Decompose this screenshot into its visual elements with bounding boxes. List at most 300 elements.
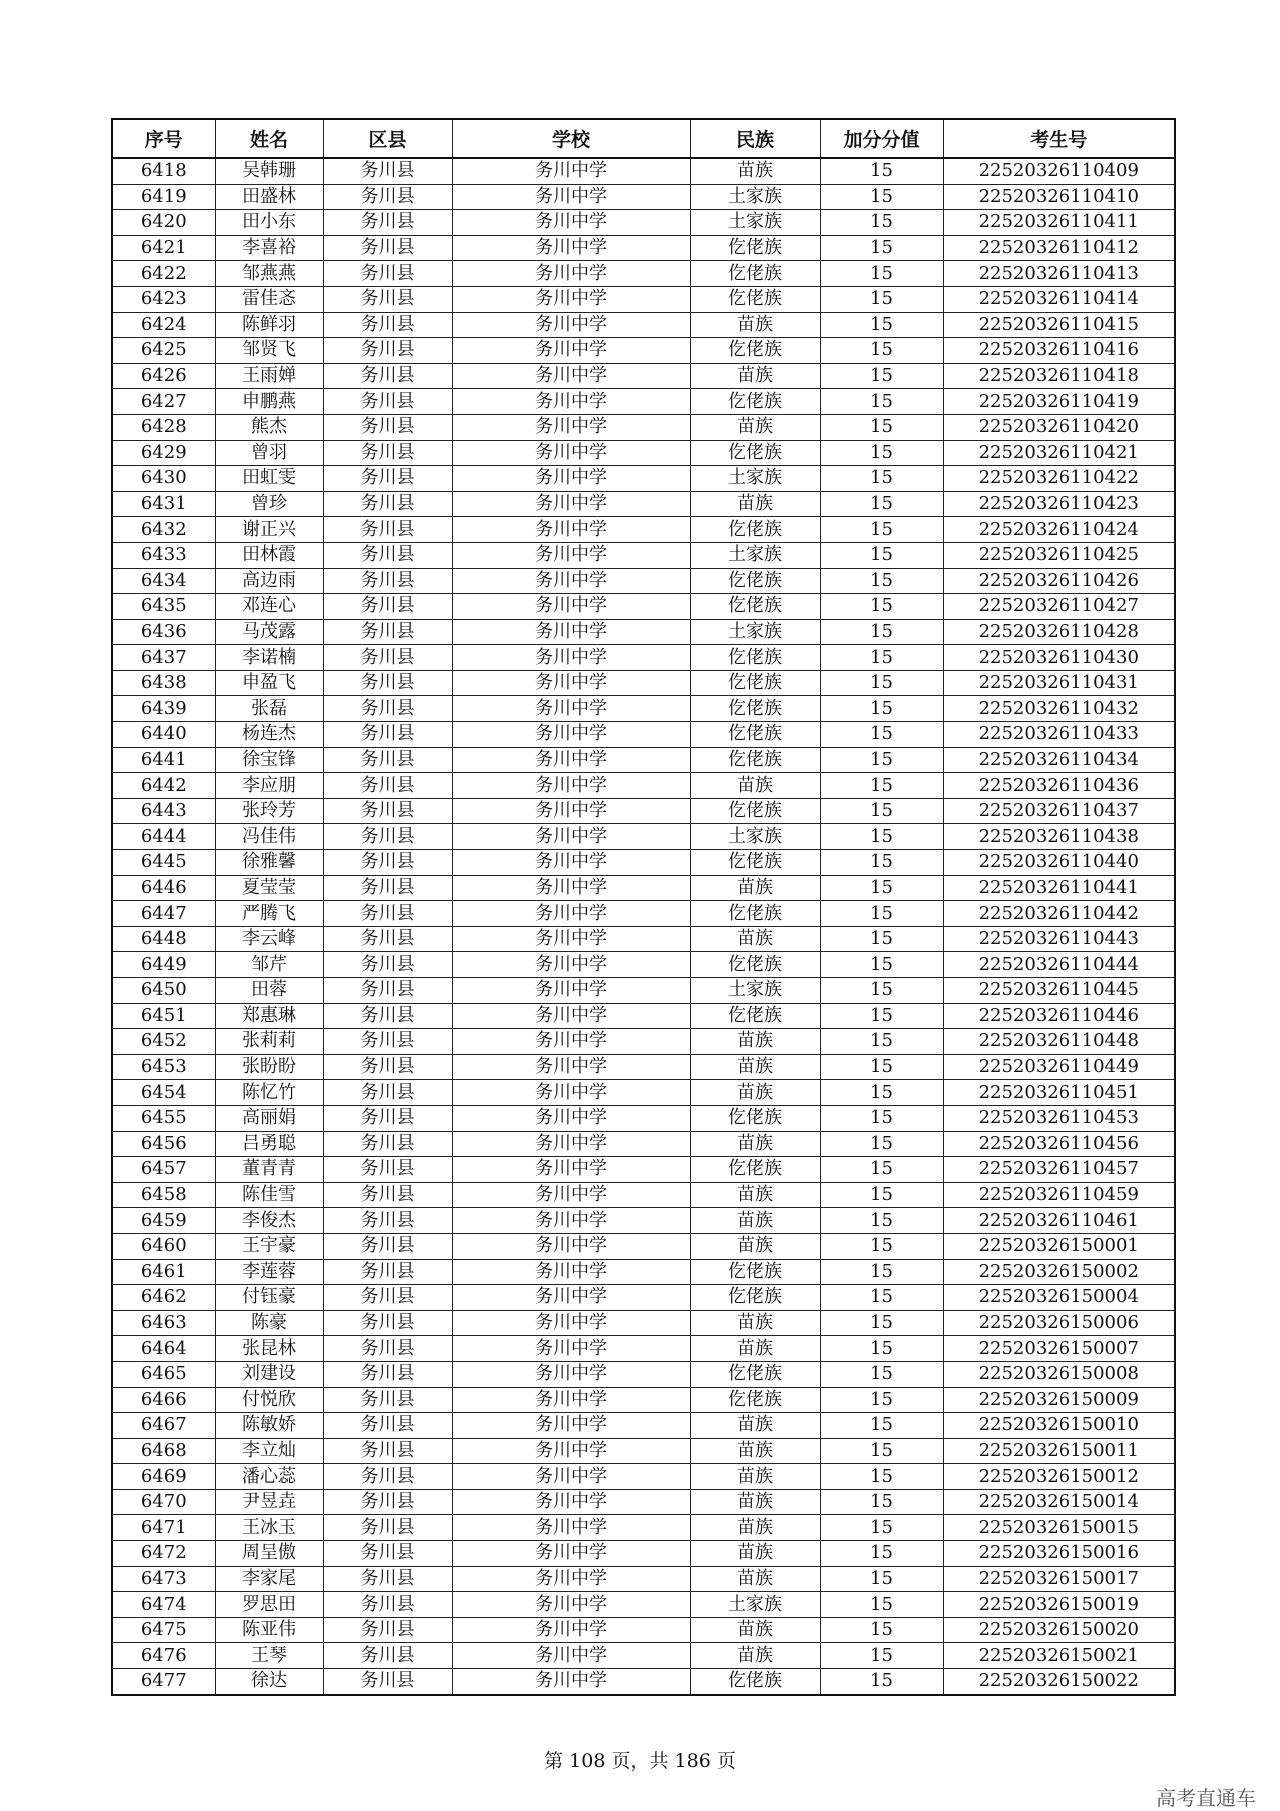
cell-ethnicity: 仡佬族 <box>690 338 820 364</box>
cell-bonus: 15 <box>820 978 943 1004</box>
cell-school: 务川中学 <box>452 747 690 773</box>
cell-county: 务川县 <box>323 1387 452 1413</box>
cell-ethnicity: 仡佬族 <box>690 594 820 620</box>
header-seq: 序号 <box>112 119 215 158</box>
cell-exam-id: 22520326150006 <box>943 1310 1175 1336</box>
table-row <box>112 1105 1175 1131</box>
table-row <box>112 286 1175 312</box>
cell-bonus: 15 <box>820 1285 943 1311</box>
cell-school: 务川中学 <box>452 1029 690 1055</box>
cell-school: 务川中学 <box>452 1387 690 1413</box>
cell-name: 熊杰 <box>215 414 323 440</box>
cell-exam-id: 22520326150017 <box>943 1566 1175 1592</box>
cell-county: 务川县 <box>323 1105 452 1131</box>
cell-school: 务川中学 <box>452 1157 690 1183</box>
table-row <box>112 1617 1175 1643</box>
cell-name: 申鹏燕 <box>215 389 323 415</box>
cell-county: 务川县 <box>323 978 452 1004</box>
cell-name: 李诺楠 <box>215 645 323 671</box>
cell-exam-id: 22520326150007 <box>943 1336 1175 1362</box>
table-row <box>112 1054 1175 1080</box>
cell-exam-id: 22520326110451 <box>943 1080 1175 1106</box>
cell-bonus: 15 <box>820 1541 943 1567</box>
cell-seq: 6475 <box>112 1617 215 1643</box>
table-row <box>112 619 1175 645</box>
cell-ethnicity: 苗族 <box>690 926 820 952</box>
table-row <box>112 1387 1175 1413</box>
cell-ethnicity: 苗族 <box>690 1541 820 1567</box>
cell-seq: 6450 <box>112 978 215 1004</box>
cell-county: 务川县 <box>323 158 452 184</box>
cell-seq: 6465 <box>112 1361 215 1387</box>
cell-ethnicity: 仡佬族 <box>690 952 820 978</box>
cell-bonus: 15 <box>820 184 943 210</box>
cell-bonus: 15 <box>820 1336 943 1362</box>
cell-county: 务川县 <box>323 1438 452 1464</box>
cell-school: 务川中学 <box>452 158 690 184</box>
cell-county: 务川县 <box>323 261 452 287</box>
table-row <box>112 389 1175 415</box>
table-row <box>112 235 1175 261</box>
cell-ethnicity: 苗族 <box>690 773 820 799</box>
cell-seq: 6466 <box>112 1387 215 1413</box>
cell-county: 务川县 <box>323 824 452 850</box>
cell-seq: 6419 <box>112 184 215 210</box>
cell-ethnicity: 仡佬族 <box>690 1387 820 1413</box>
cell-school: 务川中学 <box>452 1208 690 1234</box>
cell-name: 王雨婵 <box>215 363 323 389</box>
cell-name: 李应朋 <box>215 773 323 799</box>
table-row <box>112 363 1175 389</box>
cell-bonus: 15 <box>820 696 943 722</box>
cell-county: 务川县 <box>323 1131 452 1157</box>
cell-name: 周呈傲 <box>215 1541 323 1567</box>
table-header-row <box>112 119 1175 158</box>
cell-name: 陈敏娇 <box>215 1413 323 1439</box>
cell-ethnicity: 苗族 <box>690 1208 820 1234</box>
cell-exam-id: 22520326150008 <box>943 1361 1175 1387</box>
table-row <box>112 1003 1175 1029</box>
cell-exam-id: 22520326110416 <box>943 338 1175 364</box>
cell-bonus: 15 <box>820 389 943 415</box>
cell-seq: 6433 <box>112 542 215 568</box>
cell-name: 陈佳雪 <box>215 1182 323 1208</box>
table-row <box>112 1592 1175 1618</box>
cell-name: 田小东 <box>215 210 323 236</box>
cell-seq: 6447 <box>112 901 215 927</box>
cell-seq: 6435 <box>112 594 215 620</box>
cell-ethnicity: 苗族 <box>690 1233 820 1259</box>
cell-school: 务川中学 <box>452 338 690 364</box>
cell-ethnicity: 苗族 <box>690 1617 820 1643</box>
header-school: 学校 <box>452 119 690 158</box>
cell-bonus: 15 <box>820 670 943 696</box>
cell-seq: 6446 <box>112 875 215 901</box>
cell-bonus: 15 <box>820 568 943 594</box>
table-row <box>112 1029 1175 1055</box>
cell-bonus: 15 <box>820 1131 943 1157</box>
cell-county: 务川县 <box>323 645 452 671</box>
cell-exam-id: 22520326110442 <box>943 901 1175 927</box>
cell-county: 务川县 <box>323 798 452 824</box>
cell-school: 务川中学 <box>452 363 690 389</box>
cell-school: 务川中学 <box>452 1464 690 1490</box>
table-row <box>112 901 1175 927</box>
cell-exam-id: 22520326110456 <box>943 1131 1175 1157</box>
cell-bonus: 15 <box>820 1182 943 1208</box>
cell-bonus: 15 <box>820 722 943 748</box>
cell-ethnicity: 土家族 <box>690 1592 820 1618</box>
cell-bonus: 15 <box>820 1413 943 1439</box>
cell-name: 潘心蕊 <box>215 1464 323 1490</box>
cell-school: 务川中学 <box>452 901 690 927</box>
cell-seq: 6456 <box>112 1131 215 1157</box>
cell-school: 务川中学 <box>452 696 690 722</box>
cell-ethnicity: 苗族 <box>690 1131 820 1157</box>
cell-school: 务川中学 <box>452 1105 690 1131</box>
cell-school: 务川中学 <box>452 184 690 210</box>
cell-county: 务川县 <box>323 210 452 236</box>
cell-bonus: 15 <box>820 1515 943 1541</box>
table-row <box>112 926 1175 952</box>
cell-name: 王冰玉 <box>215 1515 323 1541</box>
cell-school: 务川中学 <box>452 1003 690 1029</box>
cell-school: 务川中学 <box>452 210 690 236</box>
table-row <box>112 210 1175 236</box>
cell-seq: 6427 <box>112 389 215 415</box>
cell-name: 罗思田 <box>215 1592 323 1618</box>
cell-exam-id: 22520326150020 <box>943 1617 1175 1643</box>
cell-seq: 6449 <box>112 952 215 978</box>
cell-bonus: 15 <box>820 235 943 261</box>
cell-ethnicity: 土家族 <box>690 542 820 568</box>
cell-school: 务川中学 <box>452 619 690 645</box>
cell-exam-id: 22520326110459 <box>943 1182 1175 1208</box>
cell-seq: 6422 <box>112 261 215 287</box>
cell-school: 务川中学 <box>452 1413 690 1439</box>
cell-name: 田虹雯 <box>215 466 323 492</box>
cell-bonus: 15 <box>820 286 943 312</box>
cell-bonus: 15 <box>820 850 943 876</box>
cell-bonus: 15 <box>820 363 943 389</box>
cell-county: 务川县 <box>323 1413 452 1439</box>
cell-school: 务川中学 <box>452 952 690 978</box>
cell-county: 务川县 <box>323 850 452 876</box>
cell-bonus: 15 <box>820 210 943 236</box>
cell-exam-id: 22520326150002 <box>943 1259 1175 1285</box>
table-row <box>112 1541 1175 1567</box>
cell-exam-id: 22520326110438 <box>943 824 1175 850</box>
cell-school: 务川中学 <box>452 1336 690 1362</box>
cell-school: 务川中学 <box>452 1285 690 1311</box>
cell-school: 务川中学 <box>452 261 690 287</box>
cell-seq: 6451 <box>112 1003 215 1029</box>
cell-county: 务川县 <box>323 1157 452 1183</box>
cell-school: 务川中学 <box>452 926 690 952</box>
cell-county: 务川县 <box>323 1029 452 1055</box>
table-row <box>112 517 1175 543</box>
cell-school: 务川中学 <box>452 1489 690 1515</box>
cell-exam-id: 22520326110413 <box>943 261 1175 287</box>
cell-ethnicity: 苗族 <box>690 1054 820 1080</box>
cell-county: 务川县 <box>323 1310 452 1336</box>
cell-bonus: 15 <box>820 312 943 338</box>
table-row <box>112 491 1175 517</box>
table-row <box>112 261 1175 287</box>
cell-seq: 6476 <box>112 1643 215 1669</box>
cell-school: 务川中学 <box>452 1617 690 1643</box>
cell-school: 务川中学 <box>452 1566 690 1592</box>
cell-school: 务川中学 <box>452 1054 690 1080</box>
cell-school: 务川中学 <box>452 824 690 850</box>
cell-school: 务川中学 <box>452 286 690 312</box>
cell-exam-id: 22520326110432 <box>943 696 1175 722</box>
cell-seq: 6443 <box>112 798 215 824</box>
cell-seq: 6438 <box>112 670 215 696</box>
cell-exam-id: 22520326110414 <box>943 286 1175 312</box>
table-row <box>112 850 1175 876</box>
cell-county: 务川县 <box>323 414 452 440</box>
cell-bonus: 15 <box>820 619 943 645</box>
cell-ethnicity: 仡佬族 <box>690 568 820 594</box>
cell-county: 务川县 <box>323 1182 452 1208</box>
cell-ethnicity: 仡佬族 <box>690 1003 820 1029</box>
cell-ethnicity: 苗族 <box>690 875 820 901</box>
cell-name: 郑惠琳 <box>215 1003 323 1029</box>
cell-name: 董青青 <box>215 1157 323 1183</box>
cell-name: 李俊杰 <box>215 1208 323 1234</box>
cell-county: 务川县 <box>323 952 452 978</box>
header-county: 区县 <box>323 119 452 158</box>
table-row <box>112 1361 1175 1387</box>
cell-seq: 6440 <box>112 722 215 748</box>
cell-ethnicity: 仡佬族 <box>690 1361 820 1387</box>
cell-name: 徐雅馨 <box>215 850 323 876</box>
cell-ethnicity: 仡佬族 <box>690 1105 820 1131</box>
cell-seq: 6429 <box>112 440 215 466</box>
cell-county: 务川县 <box>323 389 452 415</box>
cell-school: 务川中学 <box>452 645 690 671</box>
cell-name: 严腾飞 <box>215 901 323 927</box>
cell-name: 冯佳伟 <box>215 824 323 850</box>
cell-seq: 6455 <box>112 1105 215 1131</box>
cell-school: 务川中学 <box>452 491 690 517</box>
cell-bonus: 15 <box>820 158 943 184</box>
cell-ethnicity: 土家族 <box>690 210 820 236</box>
table-row <box>112 1285 1175 1311</box>
cell-county: 务川县 <box>323 568 452 594</box>
cell-name: 曾羽 <box>215 440 323 466</box>
cell-ethnicity: 土家族 <box>690 466 820 492</box>
cell-seq: 6453 <box>112 1054 215 1080</box>
cell-county: 务川县 <box>323 1259 452 1285</box>
cell-name: 陈鲜羽 <box>215 312 323 338</box>
cell-school: 务川中学 <box>452 414 690 440</box>
cell-bonus: 15 <box>820 773 943 799</box>
cell-county: 务川县 <box>323 696 452 722</box>
cell-seq: 6469 <box>112 1464 215 1490</box>
cell-bonus: 15 <box>820 901 943 927</box>
cell-bonus: 15 <box>820 875 943 901</box>
cell-name: 李莲蓉 <box>215 1259 323 1285</box>
table-row <box>112 338 1175 364</box>
cell-county: 务川县 <box>323 1361 452 1387</box>
cell-school: 务川中学 <box>452 1361 690 1387</box>
cell-name: 张莉莉 <box>215 1029 323 1055</box>
cell-exam-id: 22520326110410 <box>943 184 1175 210</box>
cell-county: 务川县 <box>323 1617 452 1643</box>
cell-ethnicity: 苗族 <box>690 1515 820 1541</box>
cell-bonus: 15 <box>820 414 943 440</box>
cell-school: 务川中学 <box>452 875 690 901</box>
cell-seq: 6421 <box>112 235 215 261</box>
cell-seq: 6420 <box>112 210 215 236</box>
cell-county: 务川县 <box>323 1336 452 1362</box>
cell-county: 务川县 <box>323 747 452 773</box>
cell-name: 邹燕燕 <box>215 261 323 287</box>
cell-bonus: 15 <box>820 1233 943 1259</box>
cell-school: 务川中学 <box>452 670 690 696</box>
cell-bonus: 15 <box>820 1054 943 1080</box>
table-row <box>112 414 1175 440</box>
table-row <box>112 1515 1175 1541</box>
cell-school: 务川中学 <box>452 1541 690 1567</box>
cell-county: 务川县 <box>323 1208 452 1234</box>
cell-county: 务川县 <box>323 1643 452 1669</box>
cell-ethnicity: 仡佬族 <box>690 440 820 466</box>
cell-seq: 6444 <box>112 824 215 850</box>
table-row <box>112 594 1175 620</box>
cell-exam-id: 22520326150009 <box>943 1387 1175 1413</box>
cell-county: 务川县 <box>323 312 452 338</box>
cell-school: 务川中学 <box>452 1131 690 1157</box>
cell-name: 王宇豪 <box>215 1233 323 1259</box>
cell-bonus: 15 <box>820 466 943 492</box>
table-row <box>112 568 1175 594</box>
cell-county: 务川县 <box>323 722 452 748</box>
table-row <box>112 773 1175 799</box>
cell-county: 务川县 <box>323 517 452 543</box>
table-row <box>112 312 1175 338</box>
cell-exam-id: 22520326110437 <box>943 798 1175 824</box>
table-row <box>112 978 1175 1004</box>
cell-school: 务川中学 <box>452 594 690 620</box>
cell-school: 务川中学 <box>452 978 690 1004</box>
table-row <box>112 875 1175 901</box>
table-row <box>112 1489 1175 1515</box>
table-row <box>112 1413 1175 1439</box>
cell-school: 务川中学 <box>452 389 690 415</box>
table-row <box>112 747 1175 773</box>
header-ethnicity: 民族 <box>690 119 820 158</box>
cell-county: 务川县 <box>323 1003 452 1029</box>
cell-ethnicity: 仡佬族 <box>690 286 820 312</box>
cell-county: 务川县 <box>323 875 452 901</box>
cell-exam-id: 22520326110426 <box>943 568 1175 594</box>
cell-exam-id: 22520326110419 <box>943 389 1175 415</box>
table-row <box>112 158 1175 184</box>
cell-ethnicity: 土家族 <box>690 619 820 645</box>
cell-county: 务川县 <box>323 363 452 389</box>
cell-school: 务川中学 <box>452 440 690 466</box>
cell-exam-id: 22520326110411 <box>943 210 1175 236</box>
cell-exam-id: 22520326110431 <box>943 670 1175 696</box>
table-row <box>112 1643 1175 1669</box>
watermark-logo: 高考直通车 <box>1156 1786 1256 1810</box>
cell-ethnicity: 苗族 <box>690 1566 820 1592</box>
cell-exam-id: 22520326110421 <box>943 440 1175 466</box>
cell-county: 务川县 <box>323 1669 452 1695</box>
cell-school: 务川中学 <box>452 1310 690 1336</box>
cell-name: 田蓉 <box>215 978 323 1004</box>
cell-bonus: 15 <box>820 440 943 466</box>
cell-school: 务川中学 <box>452 1515 690 1541</box>
table-row <box>112 1669 1175 1695</box>
cell-seq: 6423 <box>112 286 215 312</box>
cell-county: 务川县 <box>323 1489 452 1515</box>
roster-table <box>111 118 1176 1696</box>
cell-bonus: 15 <box>820 926 943 952</box>
cell-name: 刘建设 <box>215 1361 323 1387</box>
cell-name: 陈亚伟 <box>215 1617 323 1643</box>
cell-name: 谢正兴 <box>215 517 323 543</box>
cell-name: 付悦欣 <box>215 1387 323 1413</box>
cell-exam-id: 22520326110418 <box>943 363 1175 389</box>
header-name: 姓名 <box>215 119 323 158</box>
cell-name: 邹贤飞 <box>215 338 323 364</box>
cell-ethnicity: 仡佬族 <box>690 670 820 696</box>
table-row <box>112 1464 1175 1490</box>
cell-exam-id: 22520326110428 <box>943 619 1175 645</box>
cell-seq: 6430 <box>112 466 215 492</box>
cell-seq: 6425 <box>112 338 215 364</box>
cell-seq: 6442 <box>112 773 215 799</box>
cell-county: 务川县 <box>323 1592 452 1618</box>
cell-county: 务川县 <box>323 1054 452 1080</box>
header-exam-id: 考生号 <box>943 119 1175 158</box>
cell-ethnicity: 仡佬族 <box>690 1157 820 1183</box>
cell-ethnicity: 仡佬族 <box>690 747 820 773</box>
table-row <box>112 1080 1175 1106</box>
cell-name: 李家尾 <box>215 1566 323 1592</box>
cell-bonus: 15 <box>820 1617 943 1643</box>
cell-school: 务川中学 <box>452 798 690 824</box>
table-row <box>112 722 1175 748</box>
table-row <box>112 440 1175 466</box>
table-row <box>112 645 1175 671</box>
cell-exam-id: 22520326110409 <box>943 158 1175 184</box>
cell-bonus: 15 <box>820 824 943 850</box>
cell-bonus: 15 <box>820 1643 943 1669</box>
cell-school: 务川中学 <box>452 517 690 543</box>
cell-name: 高边雨 <box>215 568 323 594</box>
cell-ethnicity: 土家族 <box>690 978 820 1004</box>
cell-county: 务川县 <box>323 670 452 696</box>
cell-exam-id: 22520326150019 <box>943 1592 1175 1618</box>
cell-bonus: 15 <box>820 338 943 364</box>
cell-name: 夏莹莹 <box>215 875 323 901</box>
cell-exam-id: 22520326110430 <box>943 645 1175 671</box>
cell-ethnicity: 苗族 <box>690 1182 820 1208</box>
cell-bonus: 15 <box>820 517 943 543</box>
cell-county: 务川县 <box>323 286 452 312</box>
cell-exam-id: 22520326110433 <box>943 722 1175 748</box>
cell-school: 务川中学 <box>452 1080 690 1106</box>
cell-name: 张盼盼 <box>215 1054 323 1080</box>
cell-bonus: 15 <box>820 1208 943 1234</box>
table-row <box>112 1336 1175 1362</box>
cell-seq: 6445 <box>112 850 215 876</box>
